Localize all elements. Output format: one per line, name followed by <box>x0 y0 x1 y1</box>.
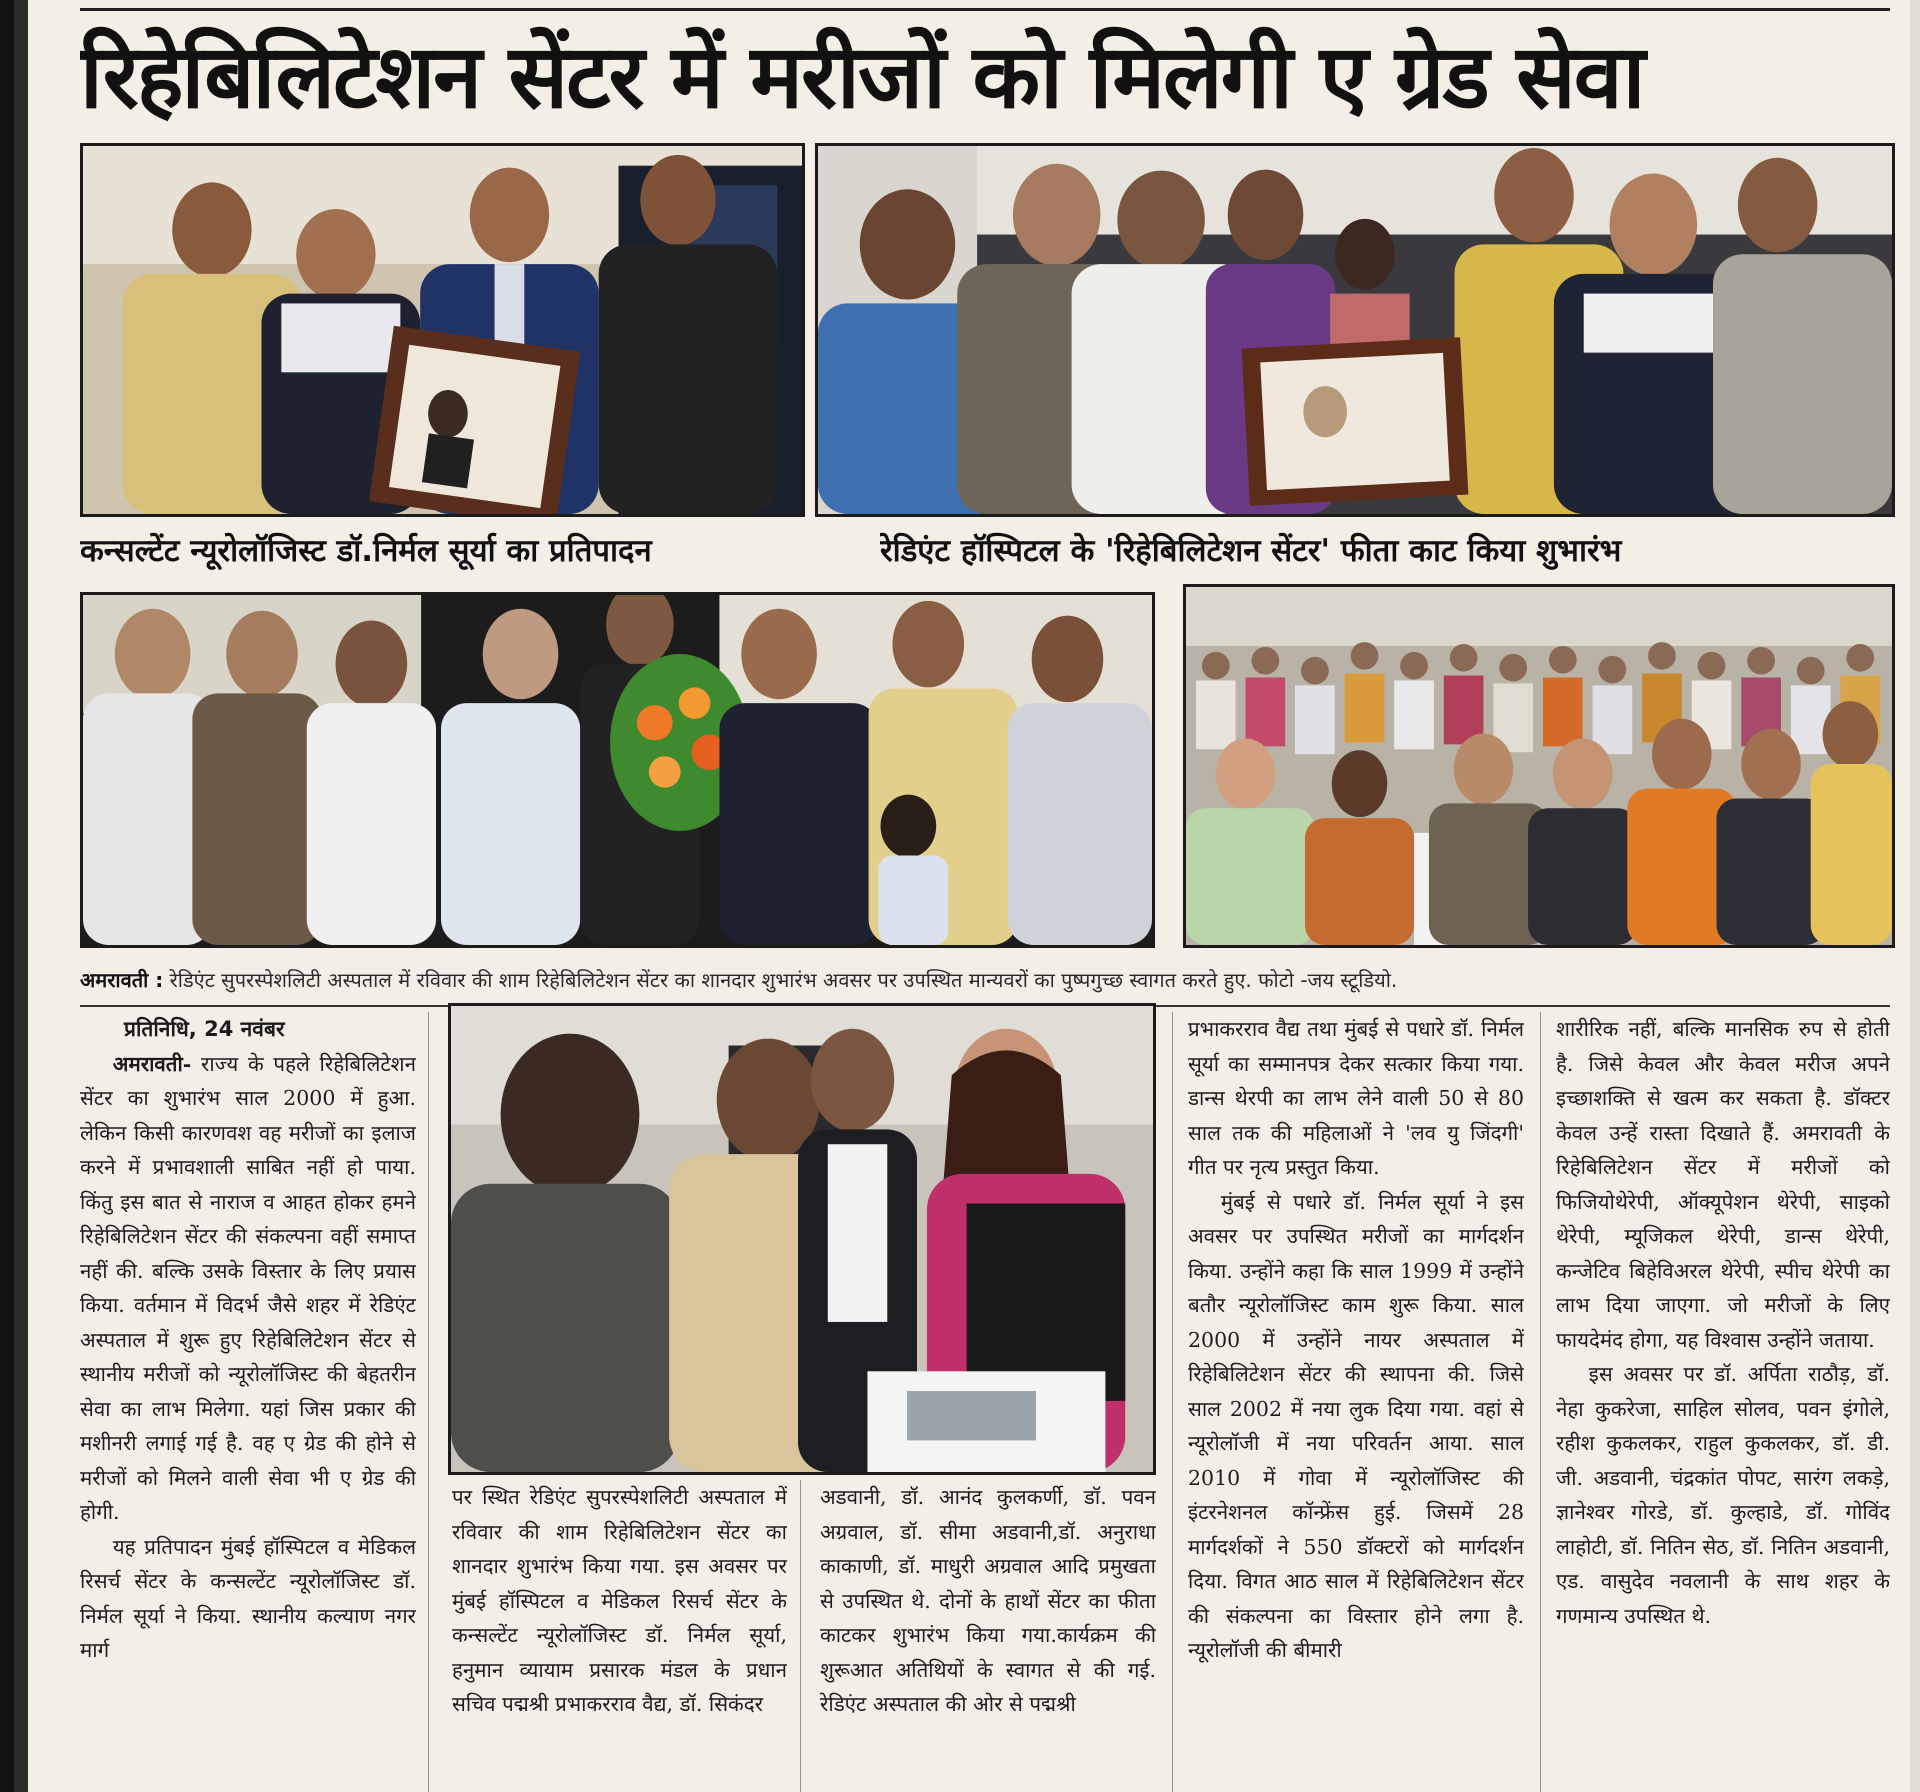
caption-right: रेडिएंट हॉस्पिटल के 'रिहेबिलिटेशन सेंटर' फीता काट किया शुभारंभ <box>880 533 1622 569</box>
article-paragraph: पर स्थित रेडिएंट सुपरस्पेशलिटी अस्पताल में रविवार की शाम रिहेबिलिटेशन सेंटर का शानदार शुभारंभ किया गया. इस अवसर पर मुंबई हॉस्पिटल व मेडिकल रिसर्च सेंटर के कन्सल्टेंट न्यूरोलॉजिस्ट डॉ. निर्मल सूर्या, हनुमान व्यायाम प्रसारक मंडल के प्रधान सचिव पद्मश्री प्रभाकरराव वैद्य, डॉ. सिकंदर <box>452 1485 787 1716</box>
column-rule <box>428 1012 429 1792</box>
photo-audience <box>1183 584 1895 948</box>
column-rule <box>1540 1012 1541 1792</box>
article-column-5 <box>1556 1012 1890 1792</box>
photo-caption-text: रेडिएंट सुपरस्पेशलिटी अस्पताल में रविवार की शाम रिहेबिलिटेशन सेंटर का शानदार शुभारंभ अवसर पर उपस्थित मान्यवरों का पुष्पगुच्छ स्वागत करते हुए. फोटो -जय स्टूडियो. <box>169 968 1398 992</box>
article-paragraph: यह प्रतिपादन मुंबई हॉस्पिटल व मेडिकल रिसर्च सेंटर के कन्सल्टेंट न्यूरोलॉजिस्ट डॉ. निर्मल सूर्या ने किया. स्थानीय कल्याण नगर मार्ग <box>80 1534 416 1662</box>
article-column-1 <box>80 1012 416 1792</box>
article-paragraph: मुंबई से पधारे डॉ. निर्मल सूर्या ने इस अवसर पर उपस्थित मरीजों का मार्गदर्शन किया. उन्होंने कहा कि साल 1999 में उन्होंने बतौर न्यूरोलॉजिस्ट काम शुरू किया. साल 2000 में उन्होंने नायर अस्पताल में रिहेबिलिटेशन सेंटर की स्थापना की. जिसे साल 2002 में नया लुक दिया गया. वहां से न्यूरोलॉजी में नया परिवर्तन आया. साल 2010 में गोवा में न्यूरोलॉजिस्ट की इंटरनेशनल कॉन्फ्रेंस हुई. जिसमें 28 मार्गदर्शकों ने 550 डॉक्टरों को मार्गदर्शन दिया. विगत आठ साल में रिहेबिलिटेशन सेंटर की संकल्पना का विस्तार होने लगा है. न्यूरोलॉजी की बीमारी <box>1188 1189 1524 1662</box>
article-lead: राज्य के पहले रिहेबिलिटेशन सेंटर का शुभारंभ साल 2000 में हुआ. लेकिन किसी कारणवश वह मरीजों का इलाज करने में प्रभावशाली साबित नहीं हो पाया. किंतु इस बात से नाराज व आहत होकर हमने रिहेबिलिटेशन सेंटर की संकल्पना वहीं समाप्त नहीं की. बल्कि उसके विस्तार के लिए प्रयास किया. वर्तमान में विदर्भ जैसे शहर में रेडिएंट अस्पताल में शुरू हुए रिहेबिलिटेशन सेंटर से स्थानीय मरीजों को न्यूरोलॉजिस्ट की बेहतरीन सेवा का लाभ मिलेगा. यहां जिस प्रकार की मशीनरी लगाई गई है. वह ए ग्रेड की होने से मरीजों को मिलने वाली सेवा भी ए ग्रेड की होगी. <box>80 1051 416 1524</box>
column-rule <box>800 1480 801 1792</box>
article-paragraph: शारीरिक नहीं, बल्कि मानसिक रुप से होती है. जिसे केवल और केवल मरीज अपने इच्छाशक्ति से खत्म कर सकता है. डॉक्टर केवल उन्हें रास्ता दिखाते हैं. अमरावती के रिहेबिलिटेशन सेंटर में मरीजों को फिजियोथेरेपी, ऑक्यूपेशन थेरेपी, साइको थेरेपी, म्यूजिकल थेरेपी, डान्स थेरेपी, कन्जेटिव बिहेविअरल थेरेपी, स्पीच थेरेपी का लाभ दिया जाएगा. जो मरीजों के लिए फायदेमंद होगा, यह विश्वास उन्होंने जताया. <box>1556 1017 1890 1352</box>
article-column-3 <box>820 1480 1156 1792</box>
dateline-place: अमरावती- <box>112 1051 192 1076</box>
article-paragraph: अडवानी, डॉ. आनंद कुलकर्णी, डॉ. पवन अग्रवाल, डॉ. सीमा अडवानी,डॉ. अनुराधा काकाणी, डॉ. माधुरी अग्रवाल आदि प्रमुखता से उपस्थित थे. दोनों के हाथों सेंटर का फीता काटकर शुभारंभ किया गया.कार्यक्रम की शुरूआत अतिथियों के स्वागत से की गई. रेडिएंट अस्पताल की ओर से पद्मश्री <box>820 1485 1156 1716</box>
article-column-2 <box>452 1480 787 1792</box>
top-rule <box>80 8 1890 11</box>
photo-guests-visit <box>448 1003 1156 1475</box>
article-paragraph: प्रभाकरराव वैद्य तथा मुंबई से पधारे डॉ. निर्मल सूर्या का सम्मानपत्र देकर सत्कार किया गया. डान्स थेरपी का लाभ लेने वाली 50 से 80 साल तक की महिलाओं ने 'लव यु जिंदगी' गीत पर नृत्य प्रस्तुत किया. <box>1188 1017 1524 1179</box>
photo-felicitation <box>815 143 1895 517</box>
photo-award-handover <box>80 143 805 517</box>
page-edge-right <box>1910 0 1920 1792</box>
photo-caption <box>80 958 1890 1002</box>
article-paragraph: इस अवसर पर डॉ. अर्पिता राठौड़, डॉ. नेहा कुकरेजा, साहिल सोलव, पवन इंगोले, रहीश कुकलकर, राहुल कुकलकर, डॉ. डी. जी. अडवानी, चंद्रकांत पोपट, सारंग लकड़े, ज्ञानेश्वर गोरडे, डॉ. कुल्हाडे, डॉ. गोविंद लाहोटी, डॉ. नितिन सेठ, डॉ. नितिन अडवानी, एड. वासुदेव नवलानी के साथ शहर के गणमान्य उपस्थित थे. <box>1556 1362 1890 1628</box>
page-edge-shadow <box>0 0 28 1792</box>
photo-caption-place: अमरावती : <box>80 968 164 992</box>
headline: रिहेबिलिटेशन सेंटर में मरीजों को मिलेगी ए ग्रेड सेवा <box>80 25 1644 128</box>
column-rule <box>1172 1012 1173 1792</box>
article-column-4 <box>1188 1012 1524 1792</box>
photo-bouquet-welcome <box>80 592 1155 948</box>
dateline: प्रतिनिधि, 24 नवंबर <box>124 1017 285 1041</box>
caption-left: कन्सल्टेंट न्यूरोलॉजिस्ट डॉ.निर्मल सूर्या का प्रतिपादन <box>80 533 652 569</box>
